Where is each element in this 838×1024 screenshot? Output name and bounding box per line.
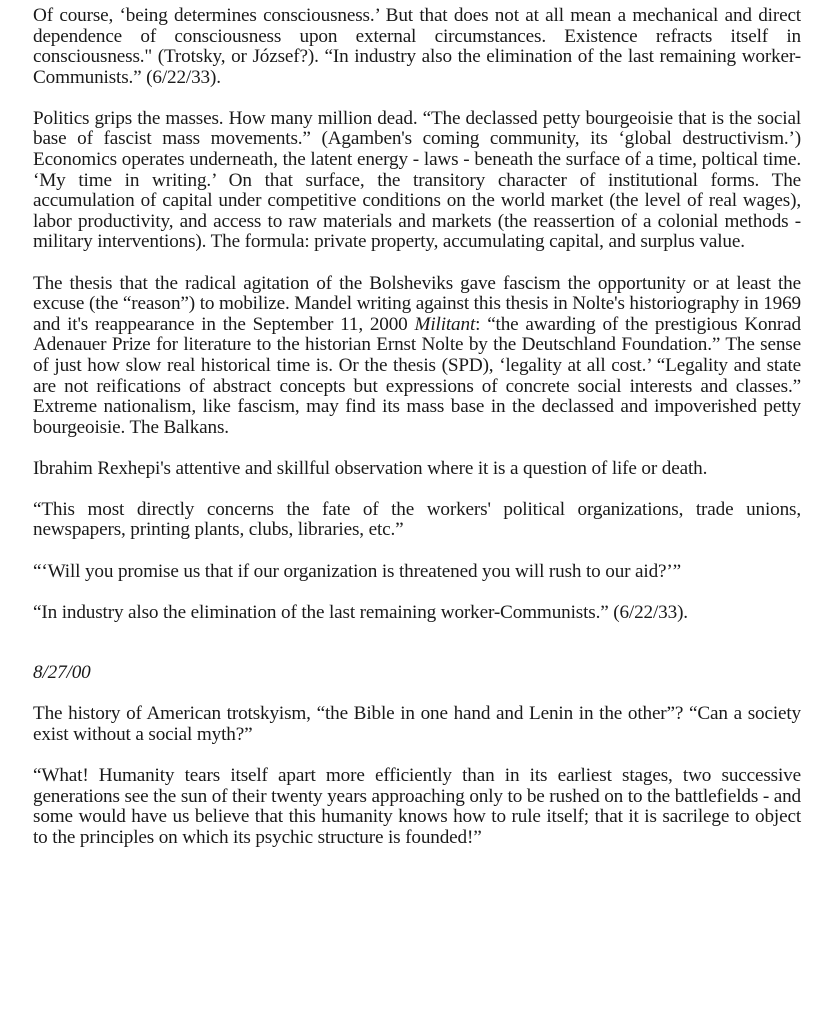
paragraph-american-trotskyism: The history of American trotskyism, “the Bible in one hand and Lenin in the other”? “Can a society exist without a social myth?” [33, 703, 801, 745]
italic-publication-title: Militant [414, 313, 476, 335]
paragraph-workers-organizations-quote: “This most directly concerns the fate of the workers' political organizations, trade unions, newspapers, printing plants, clubs, libraries, etc.” [33, 498, 801, 541]
paragraph-rexhepi-observation: Ibrahim Rexhepi's attentive and skillful observation where it is a question of life or death. [33, 457, 708, 479]
paragraph-text-after-italic: : “the awarding of the prestigious Konrad Adenauer Prize for literature to the historian Ernst Nolte by the Deutschland Foundation.” The sense of just how slow real historical time is. Or the thesis (SPD), ‘legality at all cost.’ “Legality and state are not reifications of abstract concepts but expressions of concrete social interests and classes.” Extreme nationalism, like fascism, may find its mass base in the declassed and impoverished petty bourgeoisie. The Balkans. [33, 313, 801, 438]
paragraph-text-before-italic: The thesis that the radical agitation of the Bolsheviks gave fascism the opportunity or at least the excuse (the “reason”) to mobilize. Mandel writing against this thesis in Nolte's historiography in 1969 and it's reappearance in the September 11, 2000 [33, 272, 801, 335]
paragraph-politics-grips-masses: Politics grips the masses. How many million dead. “The declassed petty bourgeoisie that is the social base of fascist mass movements.” (Agamben's coming community, its ‘global destructivism.’) Economics operates underneath, the latent energy - laws - beneath the surface of a time, poltical time. ‘My time in writing.’ On that surface, the transitory character of institutional forms. The accumulation of capital under competitive conditions on the world market (the level of real wages), labor productivity, and access to raw materials and markets (the reassertion of a colonial methods - military interventions). The formula: private property, accumulating capital, and surplus value. [33, 107, 801, 253]
paragraph-humanity-quote: “What! Humanity tears itself apart more efficiently than in its earliest stages, two successive generations see the sun of their twenty years approaching only to be rushed on to the battlefields - and some would have us believe that this humanity knows how to rule itself; that it is sacrilege to object to the principles on which its psychic structure is founded!” [33, 765, 801, 848]
paragraph-industry-elimination-quote: “In industry also the elimination of the last remaining worker-Communists.” (6/22/33). [33, 601, 688, 623]
paragraph-bolsheviks-thesis [33, 274, 801, 439]
paragraph-being-determines-consciousness: Of course, ‘being determines consciousness.’ But that does not at all mean a mechanical and direct dependence of consciousness upon external circumstances. Existence refracts itself in consciousness." (Trotsky, or József?). “In industry also the elimination of the last remaining worker-Communists.” (6/22/33). [33, 5, 801, 88]
document-page [33, 6, 801, 869]
date-heading: 8/27/00 [33, 662, 91, 684]
paragraph-promise-quote: “‘Will you promise us that if our organization is threatened you will rush to our aid?’” [33, 560, 682, 582]
